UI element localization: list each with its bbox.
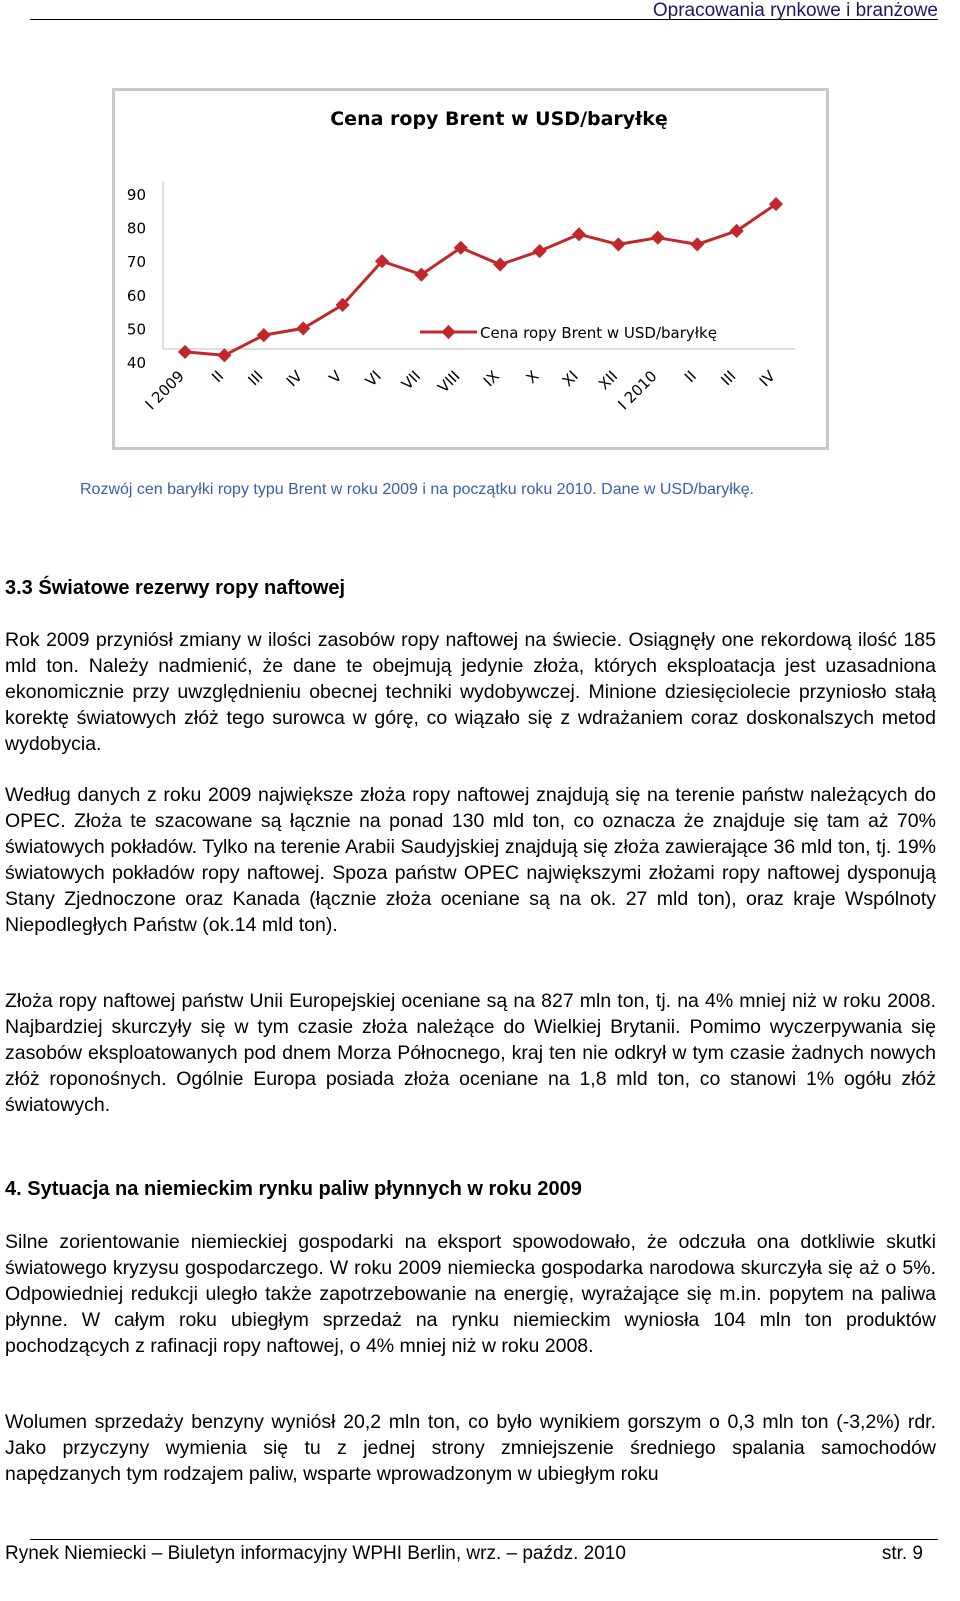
chart-title: Cena ropy Brent w USD/baryłkę: [330, 108, 668, 130]
x-tick-label: VII: [397, 367, 425, 394]
y-tick-label: 60: [126, 286, 146, 305]
paragraph: Silne zorientowanie niemieckiej gospodarki na eksport spowodowało, że odczuła ona dotkliwie skutki światowego kryzysu gospodarczego. W roku 2009 niemiecka gospodarka narodowa skurczyła się aż o 5%. Odpowiedniej redukcji uległo także zapotrzebowanie na energię, wyrażające się m.in. popytem na paliwa płynne. W całym roku ubiegłym sprzedaż na rynku niemieckim wyniosła 104 mln ton produktów pochodzących z rafinacji ropy naftowej, o 4% mniej niż w roku 2008.: [5, 1231, 936, 1357]
x-tick-label: II: [208, 367, 228, 387]
plot-area: [127, 181, 795, 413]
x-tick-label: III: [717, 367, 740, 390]
section-heading-4: 4. Sytuacja na niemieckim rynku paliw płynnych w roku 2009: [5, 1178, 582, 1200]
x-tick-label: IV: [282, 367, 307, 391]
data-point-marker: [533, 244, 547, 258]
data-point-marker: [572, 227, 586, 241]
footer-publication: Rynek Niemiecki – Biuletyn informacyjny WPHI Berlin, wrz. – paźdz. 2010: [5, 1543, 626, 1564]
paragraph: Złoża ropy naftowej państw Unii Europejskiej oceniane są na 827 mln ton, tj. na 4% mniej niż w roku 2008. Najbardziej skurczyły się w tym czasie złoża należące do Wielkiej Brytanii. Pomimo wyczerpywania się zasobów eksploatowanych pod dnem Morza Północnego, kraj ten nie odkrył w tym czasie żadnych nowych złóż roponośnych. Ogólnie Europa posiada złoża oceniane na 1,8 mld ton, co stanowi 1% ogółu złóż światowych.: [5, 990, 936, 1116]
y-tick-label: 40: [126, 354, 146, 372]
x-tick-label: I 2009: [141, 367, 188, 414]
legend-marker: [441, 325, 455, 339]
legend-label: Cena ropy Brent w USD/baryłkę: [480, 324, 717, 342]
x-tick-label: IV: [755, 367, 779, 391]
y-tick-label: 50: [126, 320, 146, 339]
data-point-marker: [296, 321, 310, 335]
data-point-marker: [611, 237, 625, 251]
line-chart: [115, 91, 826, 447]
paragraph: Rok 2009 przyniósł zmiany w ilości zasobów ropy naftowej na świecie. Osiągnęły one rekordową ilość 185 mld ton. Należy nadmienić, że dane te obejmują jedynie złoża, których eksploatacja jest uzasadniona ekonomicznie przy uwzględnieniu obecnej techniki wydobywczej. Minione dziesięciolecie przyniosło stałą korektę światowych złóż tego surowca w górę, co wiązało się z wdrażaniem coraz doskonalszych metod wydobycia.: [5, 629, 936, 755]
page-header-title: Opracowania rynkowe i branżowe: [652, 0, 938, 21]
x-tick-label: XI: [558, 367, 582, 391]
x-tick-label: VIII: [434, 367, 464, 397]
data-point-marker: [257, 328, 271, 342]
data-point-marker: [651, 231, 665, 245]
y-tick-label: 80: [126, 219, 146, 238]
data-point-marker: [217, 348, 231, 362]
data-point-marker: [178, 345, 192, 359]
y-tick-label: 70: [126, 253, 146, 272]
x-tick-label: VI: [361, 367, 385, 391]
x-tick-label: XII: [594, 367, 622, 394]
data-point-marker: [690, 237, 704, 251]
x-tick-label: X: [522, 367, 543, 388]
paragraph: Wolumen sprzedaży benzyny wyniósł 20,2 mln ton, co było wynikiem gorszym o 0,3 mln ton (-3,2%) rdr. Jako przyczyny wymienia się tu z jednej strony zmniejszenie średniego spalania samochodów napędzanych tym rodzajem paliw, wsparte wprowadzonym w ubiegłym roku: [5, 1411, 936, 1485]
section-heading-3-3: 3.3 Światowe rezerwy ropy naftowej: [5, 577, 346, 599]
figure-caption: Rozwój cen baryłki ropy typu Brent w roku 2009 i na początku roku 2010. Dane w USD/baryłkę.: [80, 481, 755, 498]
x-tick-label: II: [681, 367, 701, 387]
x-tick-label: IX: [479, 367, 504, 391]
chart-frame: [112, 88, 829, 450]
footer-rule: [30, 1539, 938, 1540]
data-point-marker: [493, 257, 507, 271]
header-rule: [30, 19, 938, 20]
y-tick-label: 90: [126, 186, 146, 204]
paragraph: Według danych z roku 2009 największe złoża ropy naftowej znajdują się na terenie państw należących do OPEC. Złoża te szacowane są łącznie na ponad 130 mld ton, co oznacza że znajduje się tam aż 70% światowych pokładów. Tylko na terenie Arabii Saudyjskiej znajdują się złoża zawierające 36 mld ton, tj. 19% światowych pokładów ropy naftowej. Spoza państw OPEC największymi złożami ropy naftowej dysponują Stany Zjednoczone oraz Kanada (łącznie złoża oceniane są na ok. 27 mld ton), oraz kraje Wspólnoty Niepodległych Państw (ok.14 mld ton).: [5, 784, 936, 936]
page-number: str. 9: [881, 1543, 923, 1564]
x-tick-label: III: [244, 367, 267, 390]
x-tick-label: V: [325, 367, 346, 388]
x-tick-label: I 2010: [614, 367, 661, 414]
